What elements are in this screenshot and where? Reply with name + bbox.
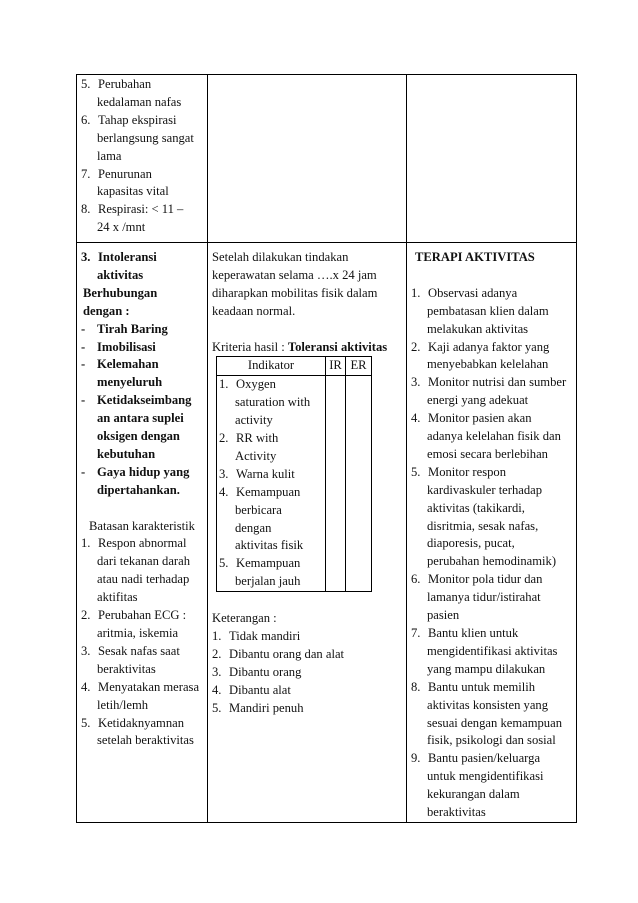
list-item: 5. Perubahan kedalaman nafas (81, 77, 182, 109)
indicator-table-body (217, 376, 372, 592)
spacer (212, 592, 402, 610)
list-item: 3. Sesak nafas saat beraktivitas (81, 643, 180, 676)
list-item: 8. Respirasi: < 11 – 24 x /mnt (81, 202, 184, 235)
list-item: - Imobilisasi (81, 339, 156, 354)
list-item: 1. Respon abnormal dari tekanan darah atau nadi terhadap aktifitas (81, 536, 191, 605)
list-item: - Kelemahan menyeluruh (81, 357, 163, 390)
list-item: 8. Bantu untuk memilih aktivitas konsisten yang sesuai dengan kemampuan fisik, psikologi dan sosial (411, 679, 562, 748)
list-item: - Tirah Baring (81, 321, 168, 336)
indicator-list (217, 376, 326, 592)
list-item: 2. RR with Activity (219, 431, 279, 463)
list-item: 4. Kemampuan berbicara dengan aktivitas fisik (219, 484, 304, 553)
interventions-cell (407, 243, 577, 823)
list-item: 3. Warna kulit (219, 466, 295, 481)
spacer (212, 321, 402, 339)
related-label: Berhubungan dengan : (83, 285, 158, 318)
goals-intro: Setelah dilakukan tindakan keperawatan selama ….x 24 jam diharapkan mobilitas fisik dalam keadaan normal. (212, 250, 378, 318)
list-item: 7. Bantu klien untuk mengidentifikasi aktivitas yang mampu dilakukan (411, 626, 558, 676)
list-item: 9. Bantu pasien/keluarga untuk mengidentifikasi kekurangan dalam beraktivitas (411, 751, 544, 820)
list-item: - Gaya hidup yang dipertahankan. (81, 464, 190, 497)
indicator-table-header (217, 357, 372, 376)
goals-cell-empty (208, 75, 407, 243)
table-row (77, 243, 577, 823)
list-item: 1. Oxygen saturation with activity (219, 377, 311, 428)
diagnosis-cell-continued (77, 75, 208, 243)
list-item: 5. Kemampuan berjalan jauh (219, 556, 301, 589)
list-item: 6. Tahap ekspirasi berlangsung sangat lama (81, 112, 194, 163)
ir-column (326, 376, 346, 592)
criteria-heading: Kriteria hasil : Toleransi aktivitas (212, 339, 388, 354)
table-row (77, 75, 577, 243)
list-item: 3. Dibantu orang (212, 664, 302, 679)
er-column (346, 376, 372, 592)
column-header: Indikator (217, 357, 326, 376)
interventions-title: TERAPI AKTIVITAS (415, 250, 535, 264)
list-item: 2. Kaji adanya faktor yang menyebabkan kelelahan (411, 339, 550, 372)
list-item: 7. Penurunan kapasitas vital (81, 166, 169, 199)
spacer (81, 500, 203, 518)
characteristics-title: Batasan karakteristik (89, 518, 195, 533)
legend-list (212, 628, 402, 718)
list-item: 1. Observasi adanya pembatasan klien dalam melakukan aktivitas (411, 285, 549, 336)
list-item: 1. Tidak mandiri (212, 629, 301, 643)
interventions-list (411, 285, 572, 822)
related-factors-list (81, 321, 203, 500)
list-item: 5. Monitor respon kardivaskuler terhadap aktivitas (takikardi, disritmia, sesak nafas, diaporesis, pucat, perubahan hemodinamik) (411, 464, 557, 569)
list-item: 4. Dibantu alat (212, 682, 291, 697)
list-item: 5. Mandiri penuh (212, 700, 304, 715)
list-item: 4. Monitor pasien akan adanya kelelahan fisik dan emosi secara berlebihan (411, 411, 561, 461)
spacer (411, 267, 572, 285)
legend-title: Keterangan : (212, 611, 277, 626)
indicator-table (216, 356, 372, 592)
diagnosis-title: 3. Intoleransi aktivitas (81, 250, 157, 282)
list-item: 5. Ketidaknyamnan setelah beraktivitas (81, 715, 194, 748)
column-header: ER (346, 357, 372, 376)
list-item: 6. Monitor pola tidur dan lamanya tidur/istirahat pasien (411, 572, 543, 623)
list-item: 3. Monitor nutrisi dan sumber energi yang adekuat (411, 375, 567, 408)
list-item: - Ketidakseimbang an antara suplei oksigen dengan kebutuhan (81, 393, 192, 461)
diagnosis-cell (77, 243, 208, 823)
list-item: 4. Menyatakan merasa letih/lemh (81, 679, 200, 712)
list-item: 2. Perubahan ECG : aritmia, iskemia (81, 608, 187, 641)
list-item: 2. Dibantu orang dan alat (212, 646, 345, 661)
goals-cell (208, 243, 407, 823)
column-header: IR (326, 357, 346, 376)
interventions-cell-empty (407, 75, 577, 243)
characteristics-list (81, 535, 203, 750)
nursing-care-plan-table (76, 74, 577, 823)
